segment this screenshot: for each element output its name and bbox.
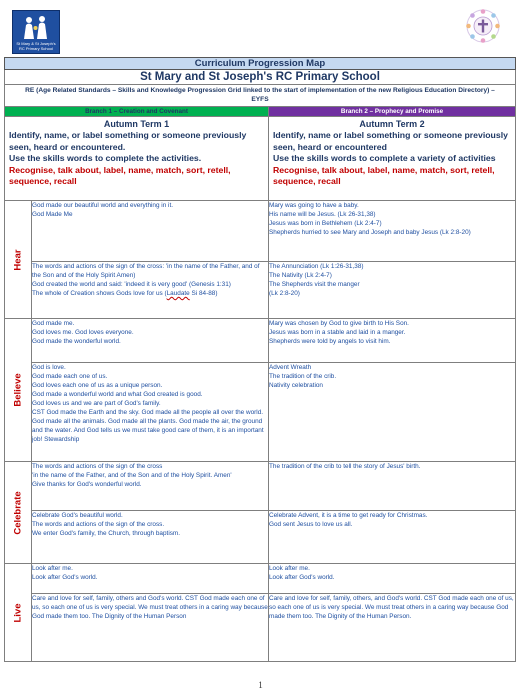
- celebrate-section-label-cell: [5, 462, 32, 564]
- map-title: Curriculum Progression Map: [5, 58, 516, 70]
- autumn-term-1-skills: Identify, name, or label something or someone previously seen, heard or encountered. Use the skills words to complete the activities.: [9, 130, 247, 163]
- list-item: Look after God's world.: [269, 574, 335, 581]
- list-item: Look after me.: [32, 565, 73, 572]
- celebrate-label: Celebrate: [12, 490, 24, 535]
- list-item: The tradition of the crib to tell the story of Jesus' birth.: [269, 463, 421, 470]
- list-item: We enter God's family, the Church, through baptism.: [32, 530, 181, 537]
- autumn-term-1-title: Autumn Term 1: [103, 119, 170, 129]
- branch-2-header: Branch 2 – Prophecy and Promise: [269, 107, 516, 117]
- creation-text: The whole of Creation shows Gods love for us (: [32, 290, 167, 297]
- list-item: The words and actions of the sign of the cross.: [32, 521, 165, 528]
- autumn-term-1-skill-words: Recognise, talk about, label, name, match, sort, retell, sequence, recall: [9, 164, 231, 186]
- list-item: God made the wonderful world.: [32, 338, 121, 345]
- list-item: Care and love for self, family, others and God's world. CST God made each one of us, so each one of us is very special. We must treat others in a caring way because God made them too. The Dignity of the Human Person: [32, 595, 268, 620]
- believe-term-2-detail-cell: [269, 363, 516, 462]
- list-item: Give thanks for God's wonderful world.: [32, 481, 142, 488]
- list-item: The tradition of the crib.: [269, 373, 337, 380]
- believe-label: Believe: [12, 373, 24, 407]
- list-item: Mary was chosen by God to give birth to His Son.: [269, 320, 409, 327]
- celebrate-term-2-cell: [269, 462, 516, 511]
- citation-text: Si 84-88): [189, 290, 218, 297]
- laudate-word: Laudate: [166, 290, 190, 297]
- school-logo: [12, 10, 60, 54]
- live-term-2-cell: [269, 564, 516, 594]
- school-name: St Mary and St Joseph's RC Primary School: [5, 70, 516, 85]
- list-item: The Nativity (Lk 2:4-7): [269, 272, 332, 279]
- celebrate-term-1-detail-cell: [32, 511, 269, 564]
- live-term-1-detail-cell: [32, 594, 269, 662]
- autumn-term-2-skill-words: Recognise, talk about, label, name, match, sort, retell, sequence, recall: [273, 164, 495, 186]
- live-section-label-cell: [5, 564, 32, 662]
- list-item: CST God made the Earth and the sky. God made all the people all over the world. God made all the animals. God made all the plants. God made the air, the ground and the water. And God tells us we must take good care of them, it is an important job! Stewardship: [32, 409, 264, 443]
- celebrate-term-2-detail-cell: [269, 511, 516, 564]
- list-item: God made a wonderful world and what God created is good.: [32, 391, 203, 398]
- hear-term-1-detail-cell: [32, 262, 269, 319]
- list-item: Look after me.: [269, 565, 310, 572]
- school-logo-caption: St Mary & St Joseph's RC Primary School: [16, 41, 56, 51]
- grid-subtitle: RE (Age Related Standards – Skills and Knowledge Progression Grid linked to the start of implementation of the new Religious Education Directory) – EYFS: [5, 85, 516, 107]
- list-item: (Lk 2:8-20): [269, 290, 300, 297]
- branch-1-header: Branch 1 – Creation and Covenant: [5, 107, 269, 117]
- page-number: 1: [258, 680, 263, 690]
- hear-term-1-cell: [32, 201, 269, 262]
- list-item: God made me.: [32, 320, 75, 327]
- celebrate-term-1-cell: [32, 462, 269, 511]
- live-term-1-cell: [32, 564, 269, 594]
- list-item: The words and actions of the sign of the cross: 'in the name of the Father, and of the Son and of the Holy Spirit Amen): [32, 263, 260, 279]
- list-item: God loves each one of us as a unique person.: [32, 382, 163, 389]
- autumn-term-1-cell: [5, 117, 269, 201]
- list-item: God sent Jesus to love us all.: [269, 521, 353, 528]
- list-item: God loves us and we are part of God's family.: [32, 400, 161, 407]
- list-item: God made each one of us.: [32, 373, 108, 380]
- hear-term-2-cell: [269, 201, 516, 262]
- live-term-2-detail-cell: [269, 594, 516, 662]
- list-item: The Shepherds visit the manger: [269, 281, 360, 288]
- list-item: Jesus was born in a stable and laid in a manger.: [269, 329, 406, 336]
- list-item: 'in the name of the Father, and of the Son and of the Holy Spirit. Amen': [32, 472, 232, 479]
- believe-section-label-cell: [5, 319, 32, 462]
- believe-term-1-cell: [32, 319, 269, 363]
- progression-grid: [4, 57, 516, 662]
- list-item: Jesus was born in Bethlehem (Lk 2:4-7): [269, 220, 382, 227]
- list-item: Shepherds hurried to see Mary and Joseph and baby Jesus (Lk 2:8-20): [269, 229, 471, 236]
- believe-term-2-cell: [269, 319, 516, 363]
- list-item: Care and love for self, family, others, and God's world. CST God made each one of us, so each one of us is very special. We must treat others in a caring way because God made them too. The Dignity of the Human Person.: [269, 595, 514, 620]
- hear-section-label-cell: [5, 201, 32, 319]
- autumn-term-2-title: Autumn Term 2: [359, 119, 425, 129]
- autumn-term-2-skills: Identify, name or label something or someone previously seen, heard or encountered Use the skills words to complete a variety of activities: [273, 130, 508, 163]
- list-item: God loves me. God loves everyone.: [32, 329, 134, 336]
- list-item: Mary was going to have a baby.: [269, 202, 359, 209]
- list-item: The Annunciation (Lk 1:26-31,38): [269, 263, 364, 270]
- list-item: [32, 289, 268, 298]
- list-item: Shepherds were told by angels to visit him.: [269, 338, 391, 345]
- list-item: God made our beautiful world and everything in it.: [32, 202, 174, 209]
- list-item: God Made Me: [32, 211, 73, 218]
- list-item: Nativity celebration: [269, 382, 323, 389]
- hear-label: Hear: [12, 248, 24, 271]
- cross-emblem-logo: [465, 8, 501, 44]
- list-item: The words and actions of the sign of the cross: [32, 463, 163, 470]
- list-item: God is love.: [32, 364, 66, 371]
- list-item: Celebrate God's beautiful world.: [32, 512, 123, 519]
- list-item: Celebrate Advent, it is a time to get ready for Christmas.: [269, 512, 428, 519]
- autumn-term-2-cell: [269, 117, 516, 201]
- hear-term-2-detail-cell: [269, 262, 516, 319]
- school-logo-figures: [13, 11, 59, 41]
- list-item: God created the world and said: 'indeed it is very good' (Genesis 1:31): [32, 281, 231, 288]
- list-item: His name will be Jesus. (Lk 26-31,38): [269, 211, 376, 218]
- list-item: Advent Wreath: [269, 364, 312, 371]
- believe-term-1-detail-cell: [32, 363, 269, 462]
- live-label: Live: [12, 602, 24, 623]
- list-item: Look after God's world.: [32, 574, 98, 581]
